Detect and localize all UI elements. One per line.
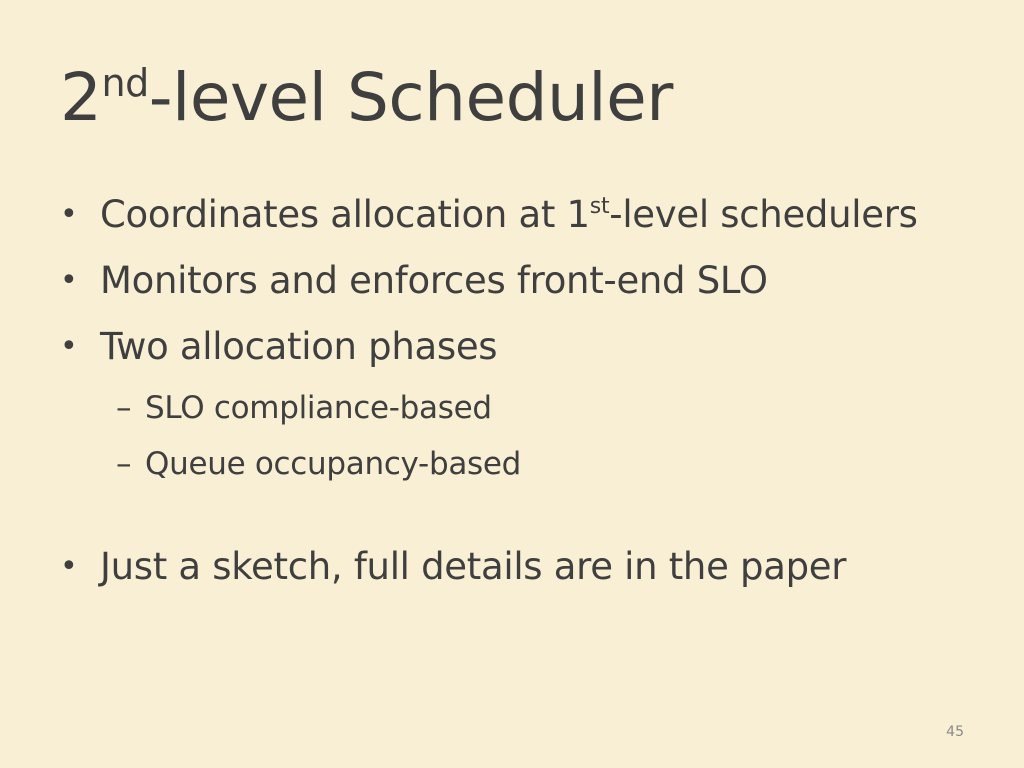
- sub-bullet-text: SLO compliance-based: [145, 390, 492, 426]
- slide-title: [60, 58, 673, 147]
- bullet-allocation-phases: [60, 320, 1000, 374]
- bullet-superscript: st: [589, 194, 610, 219]
- bullet-text-after: -level schedulers: [609, 193, 918, 236]
- bullet-sketch: [60, 540, 1000, 594]
- bullet-text: Monitors and enforces front-end SLO: [100, 259, 768, 302]
- page-number: 45: [946, 724, 964, 740]
- title-superscript: nd: [101, 61, 149, 105]
- bullet-list: [60, 188, 1000, 606]
- bullet-text: Just a sketch, full details are in the paper: [100, 545, 847, 588]
- bullet-marker: •: [60, 329, 78, 364]
- bullet-text-before: Coordinates allocation at 1: [100, 193, 590, 236]
- bullet-marker: •: [60, 263, 78, 298]
- title-base: 2: [60, 59, 102, 136]
- sub-bullet-queue-occupancy: [60, 442, 1000, 486]
- sub-bullet-text: Queue occupancy-based: [145, 446, 522, 482]
- sub-bullet-marker: –: [116, 390, 132, 426]
- bullet-gap: [60, 498, 1000, 540]
- bullet-text: Two allocation phases: [100, 325, 498, 368]
- bullet-marker: •: [60, 549, 78, 584]
- bullet-coordinates: [60, 188, 1000, 242]
- sub-bullet-slo-compliance: [60, 386, 1000, 430]
- sub-bullet-marker: –: [116, 446, 132, 482]
- bullet-marker: •: [60, 197, 78, 232]
- title-rest: -level Scheduler: [148, 59, 673, 136]
- bullet-monitors: [60, 254, 1000, 308]
